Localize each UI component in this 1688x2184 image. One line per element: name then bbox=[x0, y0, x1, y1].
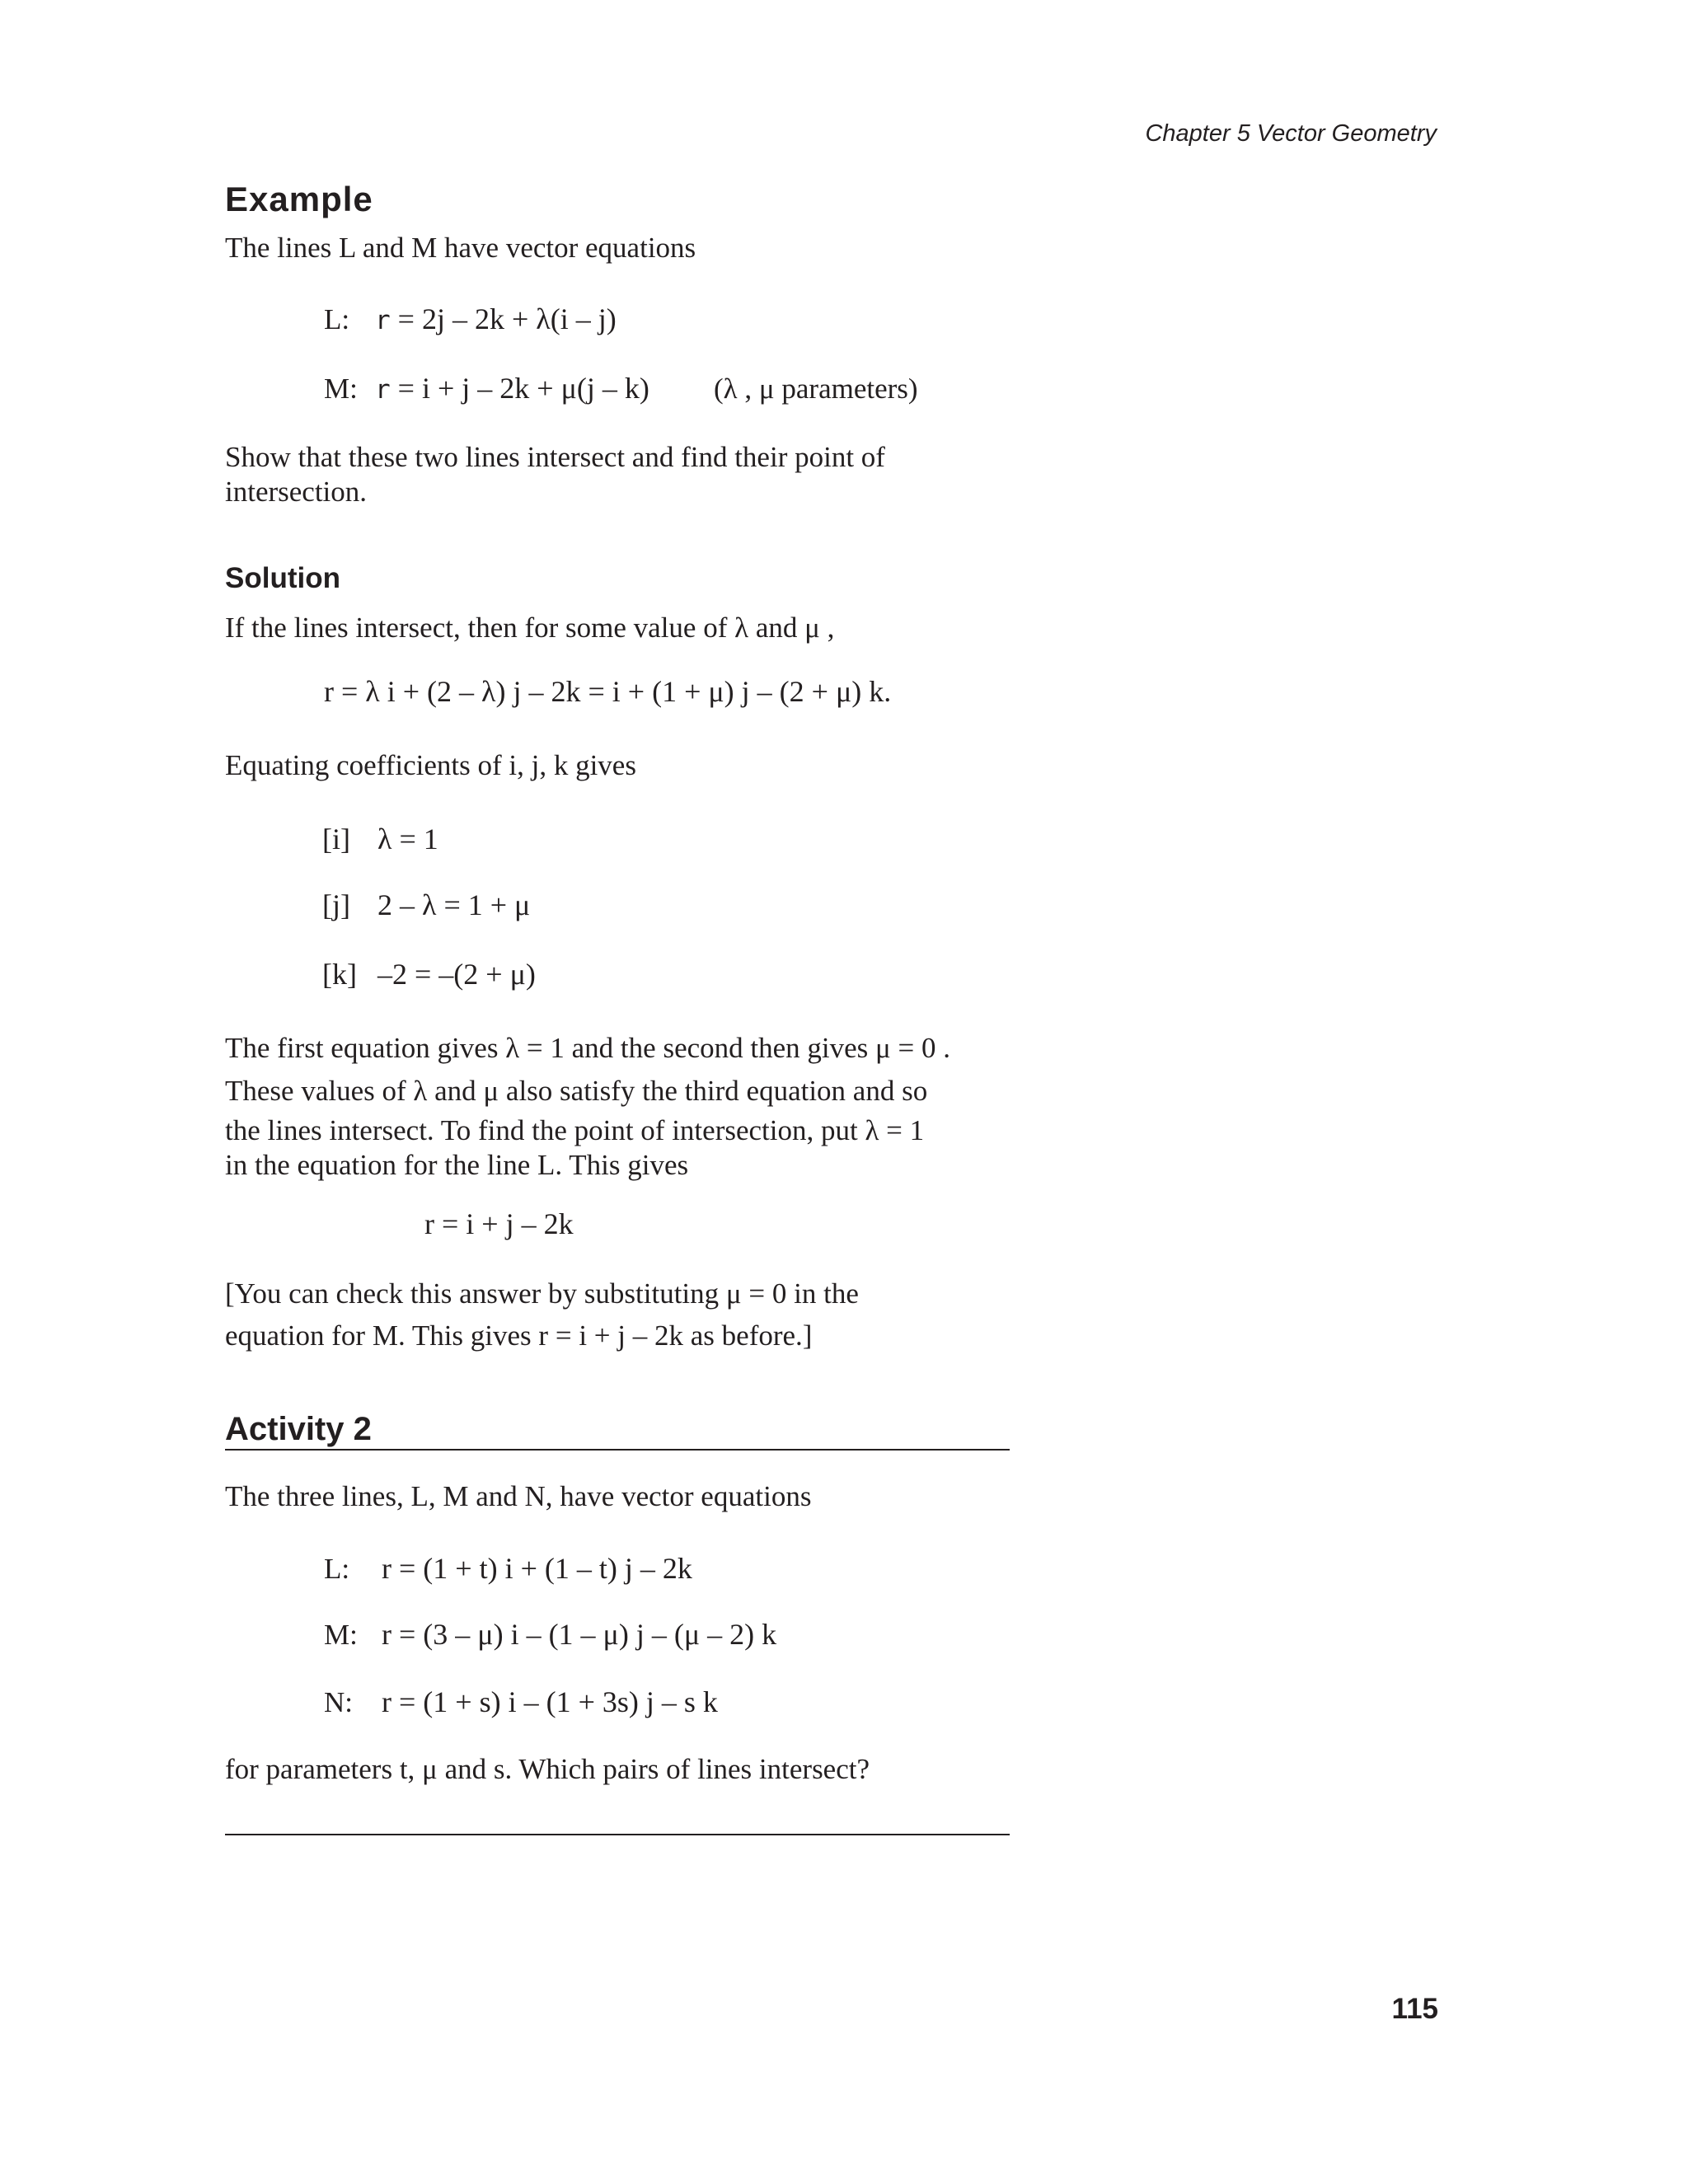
coef-i-tag: [i] bbox=[322, 823, 350, 855]
example-task-line-2: intersection. bbox=[225, 476, 368, 508]
activity-eq-n-label: N: bbox=[324, 1686, 353, 1718]
eq-m-prefix: r bbox=[375, 375, 391, 405]
activity-eq-l: r = (1 + t) i + (1 – t) j – 2k bbox=[382, 1552, 692, 1585]
activity-intro: The three lines, L, M and N, have vector equations bbox=[225, 1480, 812, 1512]
eq-m-rhs: = i + j – 2k + μ(j – k) bbox=[397, 372, 649, 405]
solution-para-line-1: The first equation gives λ = 1 and the second then gives μ = 0 . bbox=[225, 1032, 951, 1064]
coef-j-tag: [j] bbox=[322, 888, 350, 921]
check-line-1: [You can check this answer by substituting μ = 0 in the bbox=[225, 1277, 859, 1310]
activity-eq-l-label: L: bbox=[324, 1553, 350, 1585]
eq-l-prefix: r bbox=[375, 306, 391, 335]
page-number: 115 bbox=[1391, 1993, 1438, 2025]
running-header: Chapter 5 Vector Geometry bbox=[1145, 120, 1437, 147]
example-intro: The lines L and M have vector equations bbox=[225, 232, 696, 264]
result-equation: r = i + j – 2k bbox=[424, 1207, 574, 1240]
example-task-line-1: Show that these two lines intersect and find their point of bbox=[225, 441, 885, 473]
eq-m bbox=[375, 371, 649, 405]
coef-i-equation: λ = 1 bbox=[377, 823, 438, 855]
activity-eq-m-label: M: bbox=[324, 1619, 358, 1651]
eq-l-label: L: bbox=[324, 303, 350, 335]
eq-l-rhs: = 2j – 2k + λ(i – j) bbox=[397, 302, 617, 335]
solution-heading: Solution bbox=[225, 562, 340, 594]
coef-k-equation: –2 = –(2 + μ) bbox=[377, 958, 536, 991]
activity-question: for parameters t, μ and s. Which pairs of lines intersect? bbox=[225, 1753, 870, 1785]
check-line-2: equation for M. This gives r = i + j – 2k as before.] bbox=[225, 1319, 813, 1352]
activity-heading: Activity 2 bbox=[225, 1411, 372, 1447]
solution-para-line-3: the lines intersect. To find the point of intersection, put λ = 1 bbox=[225, 1114, 925, 1146]
equating-text: Equating coefficients of i, j, k gives bbox=[225, 749, 636, 781]
solution-para-line-2: These values of λ and μ also satisfy the third equation and so bbox=[225, 1075, 928, 1107]
eq-m-note: (λ , μ parameters) bbox=[714, 373, 918, 405]
solution-para-line-4: in the equation for the line L. This gives bbox=[225, 1149, 689, 1181]
coef-j-equation: 2 – λ = 1 + μ bbox=[377, 888, 531, 921]
eq-m-label: M: bbox=[324, 373, 358, 405]
activity-top-rule bbox=[225, 1449, 1010, 1451]
activity-eq-n: r = (1 + s) i – (1 + 3s) j – s k bbox=[382, 1685, 718, 1718]
solution-intro: If the lines intersect, then for some value of λ and μ , bbox=[225, 612, 835, 644]
solution-main-equation: r = λ i + (2 – λ) j – 2k = i + (1 + μ) j – (2 + μ) k. bbox=[324, 675, 892, 708]
coef-k-tag: [k] bbox=[322, 958, 357, 991]
activity-eq-m: r = (3 – μ) i – (1 – μ) j – (μ – 2) k bbox=[382, 1618, 777, 1651]
example-heading: Example bbox=[225, 180, 373, 218]
activity-bottom-rule bbox=[225, 1834, 1010, 1835]
eq-l bbox=[375, 302, 617, 336]
